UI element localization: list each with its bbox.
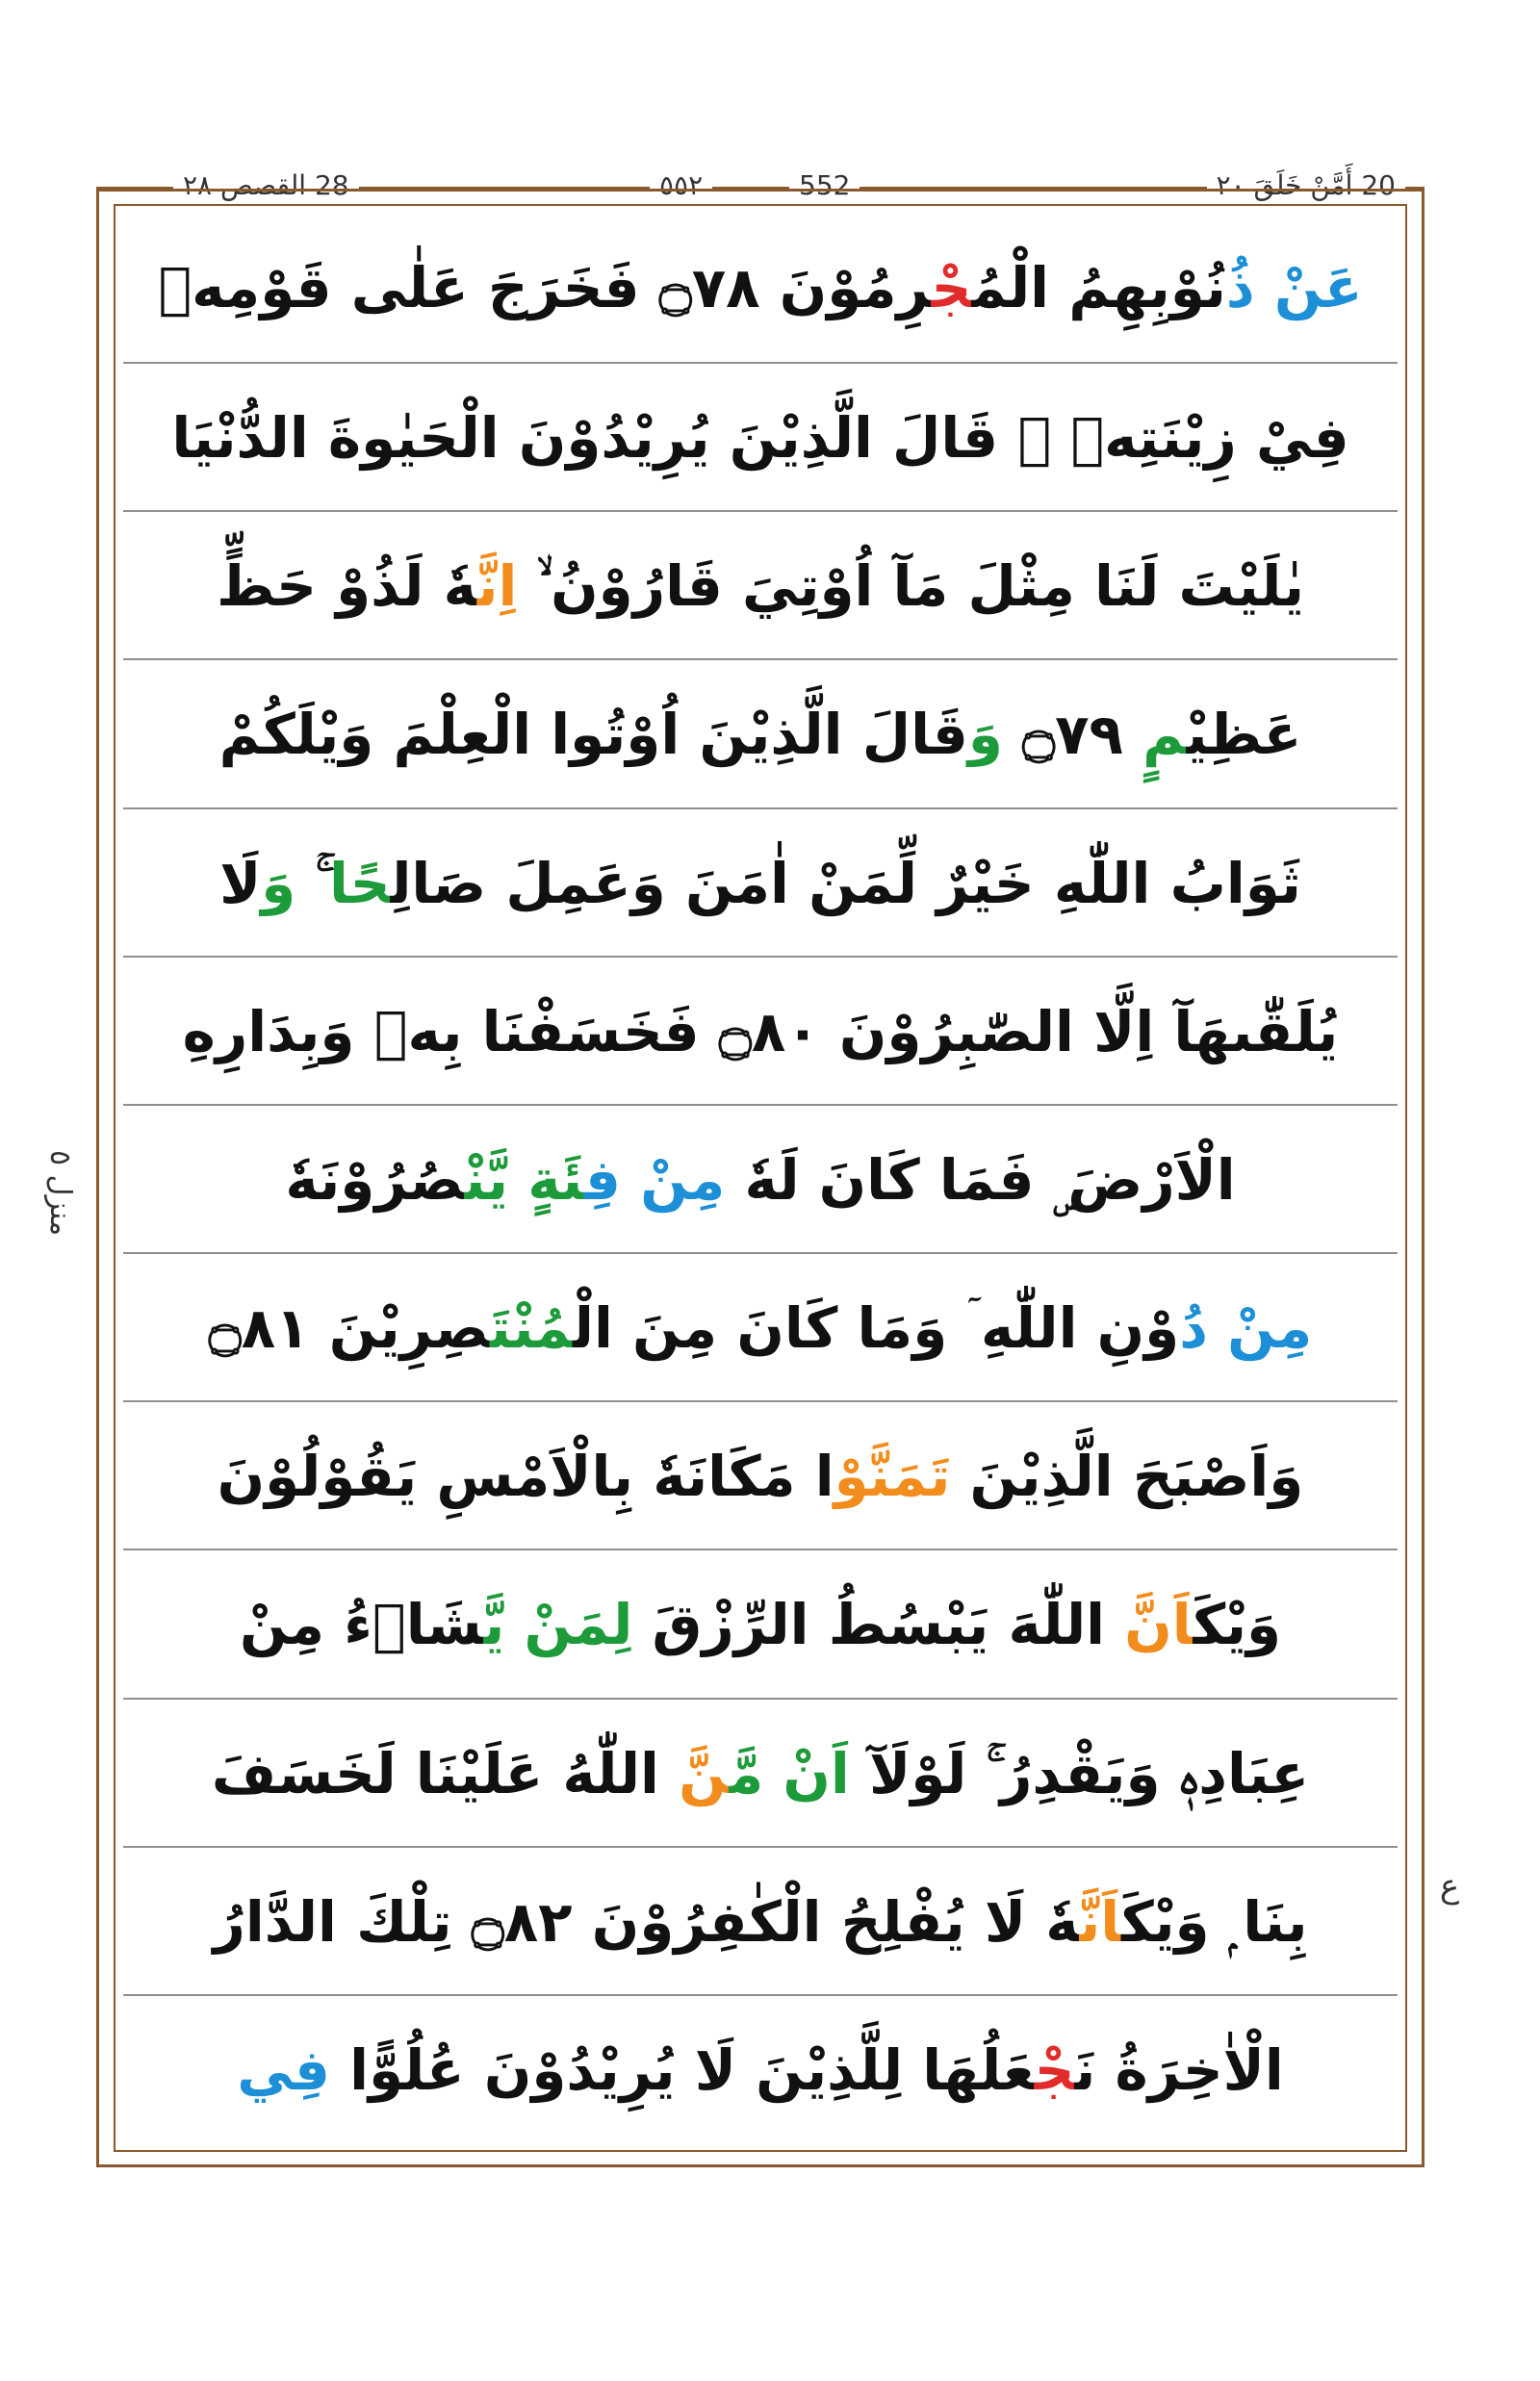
quran-text-block (123, 214, 1398, 2142)
text-segment: شَاۗءُ مِنْ (239, 1592, 484, 1658)
text-segment: لَا (219, 850, 262, 916)
text-segment: نَّ (679, 1740, 730, 1806)
text-line (123, 1400, 1398, 1549)
juz-label: 20 أَمَّنْ خَلَقَ ٢٠ (1207, 162, 1405, 210)
text-segment: وْنِ اللّٰهِ ۤ وَمَا كَانَ مِنَ الْ (573, 1295, 1180, 1362)
text-segment: اللّٰهَ يَبْسُطُ الرِّزْقَ (632, 1592, 1125, 1658)
text-segment: عَظِيْ (1186, 702, 1302, 768)
text-line (123, 362, 1398, 510)
text-segment: ۝٧٩ (1002, 702, 1143, 768)
text-segment: الْاَرْضَ ۣ فَمَا كَانَ لَهٗ (725, 1146, 1236, 1213)
text-segment: مُنْتَ (489, 1295, 574, 1362)
page-number-arabic: ٥٥٢ (650, 162, 712, 210)
text-segment: ثَوَابُ اللّٰهِ خَيْرٌ لِّمَنْ اٰمَنَ وَعَمِلَ صَالِ (390, 850, 1301, 916)
surah-label: 28 القصص ٢٨ (173, 162, 359, 210)
text-segment: عَنْ ذُ (1225, 255, 1363, 320)
text-segment: اَنْ مَّ (729, 1740, 850, 1806)
text-segment: عِبَادِهٖ وَيَقْدِرُ ۚ لَوْلَآ (849, 1740, 1310, 1806)
text-line (123, 1104, 1398, 1252)
text-line (123, 1698, 1398, 1846)
text-segment: اللّٰهُ عَلَيْنَا لَخَسَفَ (211, 1740, 680, 1806)
text-segment: هٗ لَذُوْ حَظٍّ (216, 553, 477, 620)
text-segment: اِنَّ (476, 553, 518, 620)
text-segment: وَيْكَ (1193, 1592, 1282, 1658)
text-segment: وَاَصْبَحَ الَّذِيْنَ (950, 1444, 1304, 1510)
text-line (123, 1549, 1398, 1697)
text-segment: مِنْ فِ (584, 1146, 726, 1213)
text-line (123, 658, 1398, 806)
manzil-marker: منزل ٥ (43, 1150, 77, 1237)
text-line (123, 1252, 1398, 1400)
text-segment: رِمُوْنَ ۝٧٨ فَخَرَجَ عَلٰى قَوْمِهٖ (158, 255, 932, 320)
text-line (123, 1994, 1398, 2142)
text-segment: حًا (329, 850, 391, 916)
text-segment: بِنَا ۭ وَيْكَ (1121, 1888, 1308, 1955)
text-segment: يٰلَيْتَ لَنَا مِثْلَ مَآ اُوْتِيَ قَارُوْنُ ۙ (517, 553, 1305, 620)
text-segment: عَلُهَا لِلَّذِيْنَ لَا يُرِيْدُوْنَ عُلُوًّا (329, 2036, 1035, 2103)
text-segment: نُوْبِهِمُ الْمُ (971, 255, 1226, 320)
text-segment: ئَةٍ يَّنْ (464, 1146, 585, 1213)
text-segment: مِنْ دُ (1179, 1295, 1313, 1362)
text-segment: صِرِيْنَ ۝٨١ (208, 1295, 490, 1362)
text-segment: يُلَقّٰىهَآ اِلَّا الصّٰبِرُوْنَ ۝٨٠ فَخَسَفْنَا بِهٖ وَبِدَارِهِ (182, 998, 1339, 1064)
text-segment: اَنَّ (1124, 1592, 1194, 1658)
text-segment: جْ (931, 255, 972, 320)
text-segment: الْاٰخِرَةُ نَ (1074, 2036, 1284, 2103)
text-segment: هٗ لَا يُفْلِحُ الْكٰفِرُوْنَ ۝٨٢ تِلْكَ الدَّارُ (213, 1888, 1080, 1955)
text-segment: مٍ (1142, 702, 1187, 768)
text-line (123, 807, 1398, 956)
text-line (123, 1846, 1398, 1994)
text-segment: قَالَ الَّذِيْنَ اُوْتُوا الْعِلْمَ وَيْلَكُمْ (218, 702, 968, 768)
text-line (123, 956, 1398, 1104)
text-segment: تَمَنَّوْ (834, 1444, 951, 1510)
text-segment: ا مَكَانَهٗ بِالْاَمْسِ يَقُوْلُوْنَ (217, 1444, 834, 1510)
text-segment: وَ (261, 850, 296, 916)
text-segment: صُرُوْنَهٗ (285, 1146, 465, 1213)
ruku-marker: ع (1439, 1867, 1460, 1906)
page-number: 552 (789, 162, 860, 210)
text-segment: ۚ (295, 850, 330, 916)
text-segment: جْ (1034, 2036, 1075, 2103)
text-line (123, 214, 1398, 362)
text-line (123, 510, 1398, 658)
text-segment: وَ (967, 702, 1003, 768)
text-segment: لِمَنْ يَّ (483, 1592, 633, 1658)
text-segment: فِيْ زِيْنَتِهٖ ۭ قَالَ الَّذِيْنَ يُرِيْدُوْنَ الْحَيٰوةَ الدُّنْيَا (171, 405, 1349, 472)
text-segment: اَنَّ (1079, 1888, 1122, 1955)
text-segment: فِي (237, 2036, 330, 2103)
